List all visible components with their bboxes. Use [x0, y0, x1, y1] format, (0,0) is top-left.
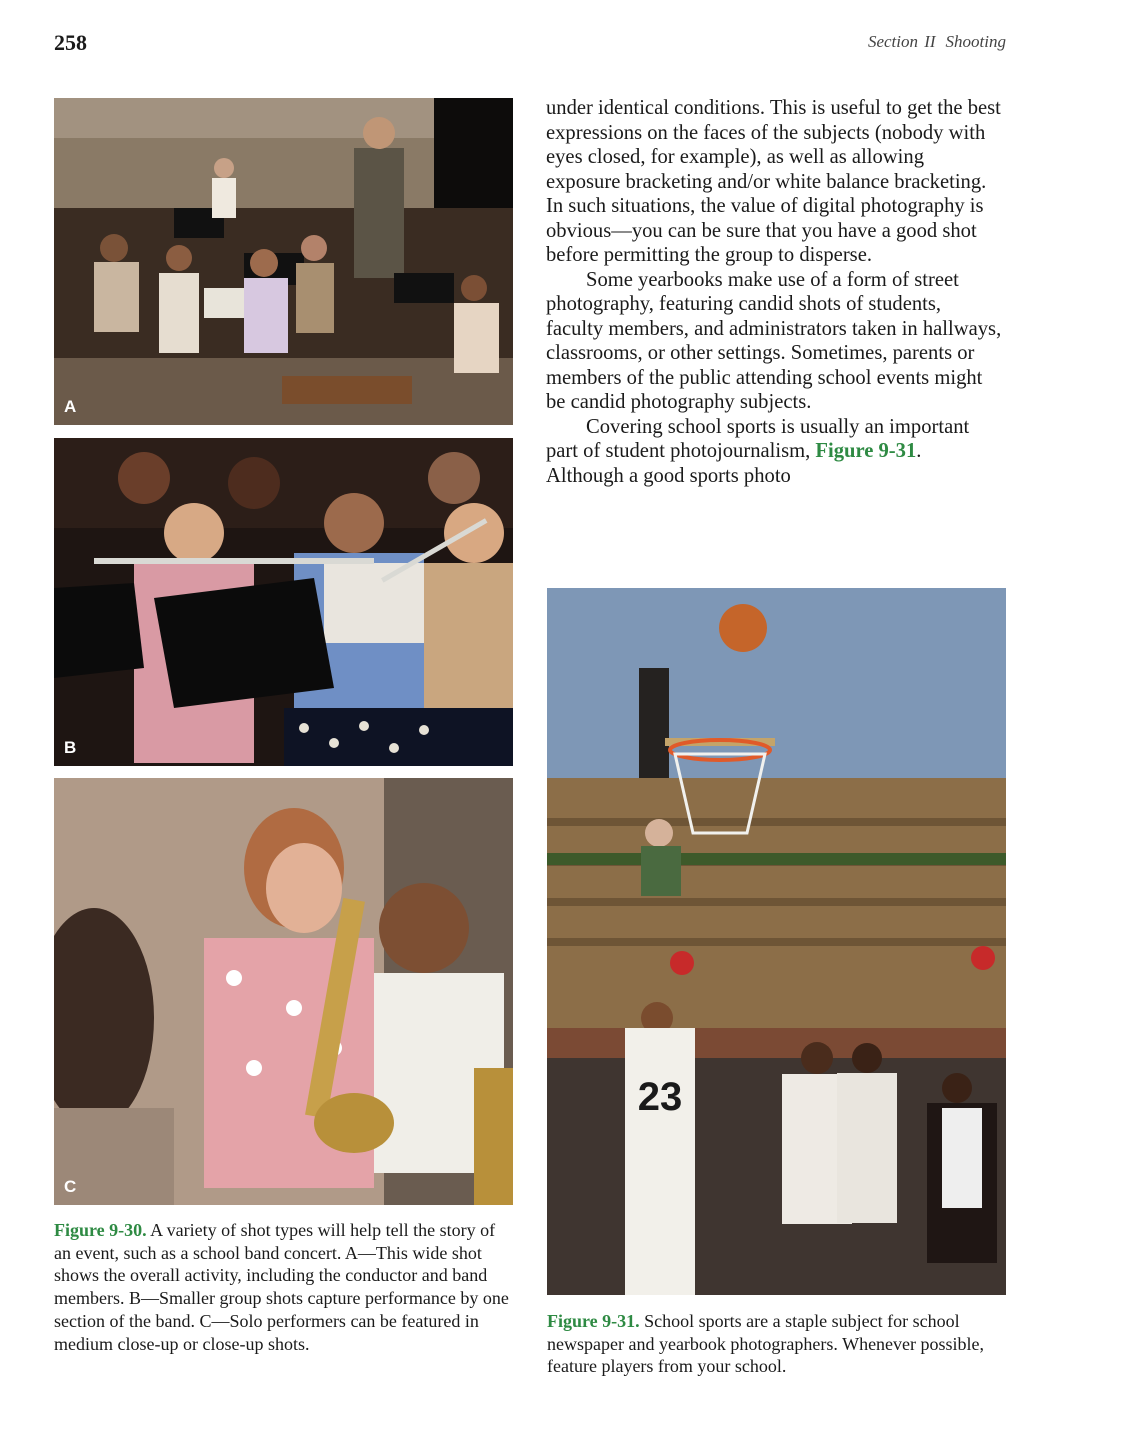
- jersey-number: 23: [637, 1075, 683, 1119]
- running-head-section: Section II: [867, 32, 936, 51]
- body-paragraph-2: Some yearbooks make use of a form of street photography, featuring candid shots of students, faculty members, and administrators taken in hallways, classrooms, or other settings. Sometimes, parents or members of the public attending school events might be candid photography subjects.: [546, 268, 1002, 413]
- basketball-game-illustration: [547, 588, 1006, 1295]
- panel-letter-c: C: [64, 1177, 77, 1196]
- figure-9-30-label: Figure 9-30.: [54, 1220, 147, 1240]
- band-wide-shot-illustration: [54, 98, 513, 425]
- figure-9-31-reference: Figure 9-31: [815, 440, 917, 462]
- figure-9-31-caption: [547, 1310, 1006, 1378]
- figure-9-31-caption-text: School sports are a staple subject for school newspaper and yearbook photographers. Whenever possible, feature players from your school.: [547, 1311, 985, 1377]
- saxophone-solo-illustration: [54, 778, 513, 1205]
- body-paragraph-3: [546, 415, 1002, 489]
- figure-9-31-photo: [547, 588, 1006, 1295]
- figure-9-30-caption-text: A variety of shot types will help tell the story of an event, such as a school band concert. A—This wide shot shows the overall activity, including the conductor and band members. B—Smaller group shots capture performance by one section of the band. C—Solo performers can be featured in medium close-up or close-up shots.: [54, 1220, 509, 1354]
- page-number: 258: [54, 30, 87, 55]
- figure-9-30-caption: [54, 1219, 516, 1355]
- body-paragraph-1: under identical conditions. This is useful to get the best expressions on the faces of the subjects (nobody with eyes closed, for example), as well as allowing exposure bracketing and/or white balance bracketing. In such situations, the value of digital photography is obvious—you can be sure that you have a good shot before permitting the group to disperse.: [546, 97, 1001, 266]
- figure-9-30-photo-c: [54, 778, 513, 1205]
- figure-9-30-photo-a: [54, 98, 513, 425]
- figure-9-31-label: Figure 9-31.: [547, 1311, 640, 1331]
- panel-letter-a: A: [64, 397, 77, 416]
- body-paragraph-3-after: . Although a good sports photo: [546, 440, 922, 487]
- figure-9-30-photo-b: [54, 438, 513, 766]
- running-head: [868, 32, 1006, 52]
- body-text: [546, 96, 1002, 488]
- running-head-chapter: Shooting: [945, 32, 1006, 51]
- flute-section-illustration: [54, 438, 513, 766]
- body-paragraph-3-before: Covering school sports is usually an important part of student photojournalism,: [546, 415, 970, 462]
- panel-letter-b: B: [64, 738, 77, 757]
